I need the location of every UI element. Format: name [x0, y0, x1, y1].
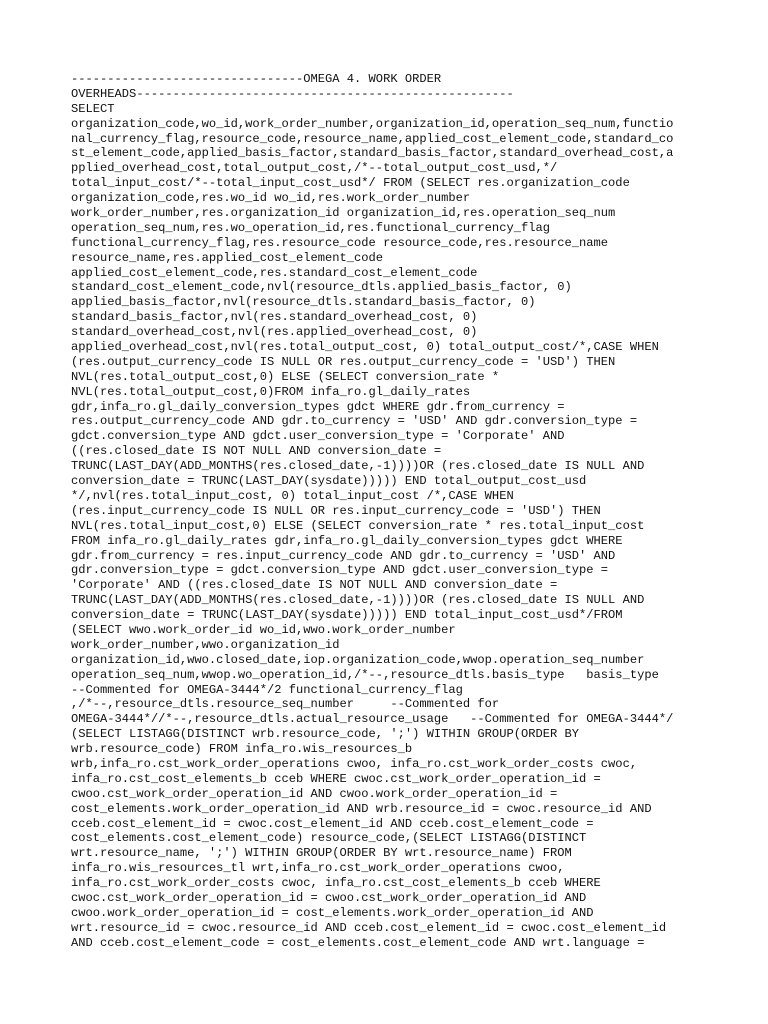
sql-text-line: wrt.resource_name, ';') WITHIN GROUP(ORDER BY wrt.resource_name) FROM	[71, 846, 572, 861]
sql-text-line: nal_currency_flag,resource_code,resource_name,applied_cost_element_code,standard_co	[71, 131, 674, 146]
sql-text-line: infa_ro.cst_work_order_costs cwoc, infa_ro.cst_cost_elements_b cceb WHERE	[71, 876, 601, 891]
sql-text-line: OMEGA-3444*//*--,resource_dtls.actual_resource_usage --Commented for OMEGA-3444*/	[71, 712, 674, 727]
sql-text-line: total_input_cost/*--total_input_cost_usd*/ FROM (SELECT res.organization_code	[71, 176, 630, 191]
sql-text-line: wrb,infa_ro.cst_work_order_operations cwoo, infa_ro.cst_work_order_costs cwoc,	[71, 756, 638, 771]
sql-text-line: cwoc.cst_work_order_operation_id = cwoo.cst_work_order_operation_id AND	[71, 890, 587, 905]
sql-document-body	[71, 72, 711, 951]
sql-text-line: gdct.conversion_type AND gdct.user_conversion_type = 'Corporate' AND	[71, 429, 565, 444]
sql-text-line: cost_elements.cost_element_code) resource_code,(SELECT LISTAGG(DISTINCT	[71, 831, 587, 846]
sql-text-line: TRUNC(LAST_DAY(ADD_MONTHS(res.closed_date,-1))))OR (res.closed_date IS NULL AND	[71, 459, 645, 474]
sql-text-line: res.output_currency_code AND gdr.to_currency = 'USD' AND gdr.conversion_type =	[71, 414, 638, 429]
sql-text-line: operation_seq_num,res.wo_operation_id,res.functional_currency_flag	[71, 220, 550, 235]
sql-text-line: pplied_overhead_cost,total_output_cost,/*--total_output_cost_usd,*/	[71, 161, 558, 176]
sql-text-line: NVL(res.total_output_cost,0)FROM infa_ro.gl_daily_rates	[71, 384, 471, 399]
sql-text-line: */,nvl(res.total_input_cost, 0) total_input_cost /*,CASE WHEN	[71, 488, 514, 503]
sql-text-line: operation_seq_num,wwop.wo_operation_id,/*--,resource_dtls.basis_type basis_type	[71, 667, 659, 682]
sql-text-line: ,/*--,resource_dtls.resource_seq_number --Commented for	[71, 697, 500, 712]
sql-text-line: conversion_date = TRUNC(LAST_DAY(sysdate))))) END total_input_cost_usd*/FROM	[71, 608, 623, 623]
sql-text-line: cwoo.cst_work_order_operation_id AND cwoo.work_order_operation_id =	[71, 786, 558, 801]
sql-text-line: (SELECT LISTAGG(DISTINCT wrb.resource_code, ';') WITHIN GROUP(ORDER BY	[71, 727, 580, 742]
sql-text-line: applied_cost_element_code,res.standard_cost_element_code	[71, 265, 478, 280]
sql-text-line: SELECT	[71, 101, 115, 116]
sql-text-line: wrt.resource_id = cwoc.resource_id AND cceb.cost_element_id = cwoc.cost_element_id	[71, 920, 667, 935]
sql-text-line: organization_code,wo_id,work_order_number,organization_id,operation_seq_num,functio	[71, 116, 674, 131]
sql-text-line: cost_elements.work_order_operation_id AND wrb.resource_id = cwoc.resource_id AND	[71, 801, 652, 816]
sql-text-line: infa_ro.wis_resources_tl wrt,infa_ro.cst_work_order_operations cwoo,	[71, 861, 565, 876]
sql-text-line: cceb.cost_element_id = cwoc.cost_element_id AND cceb.cost_element_code =	[71, 816, 594, 831]
sql-text-line: (res.input_currency_code IS NULL OR res.input_currency_code = 'USD') THEN	[71, 503, 601, 518]
sql-text-line: standard_basis_factor,nvl(res.standard_overhead_cost, 0)	[71, 310, 478, 325]
sql-text-line: standard_cost_element_code,nvl(resource_dtls.applied_basis_factor, 0)	[71, 280, 572, 295]
sql-text-line: gdr,infa_ro.gl_daily_conversion_types gdct WHERE gdr.from_currency =	[71, 399, 565, 414]
sql-text-line: gdr.conversion_type = gdct.conversion_type AND gdct.user_conversion_type =	[71, 563, 609, 578]
sql-text-line: NVL(res.total_input_cost,0) ELSE (SELECT conversion_rate * res.total_input_cost	[71, 518, 645, 533]
sql-text-line: 'Corporate' AND ((res.closed_date IS NOT NULL AND conversion_date =	[71, 578, 558, 593]
sql-text-line: applied_overhead_cost,nvl(res.total_output_cost, 0) total_output_cost/*,CASE WHEN	[71, 340, 659, 355]
sql-text-line: cwoo.work_order_operation_id = cost_elements.work_order_operation_id AND	[71, 905, 594, 920]
sql-text-line: --Commented for OMEGA-3444*/2 functional_currency_flag	[71, 682, 463, 697]
sql-text-line: work_order_number,wwo.organization_id	[71, 637, 340, 652]
sql-text-line: work_order_number,res.organization_id organization_id,res.operation_seq_num	[71, 206, 616, 221]
sql-text-line: NVL(res.total_output_cost,0) ELSE (SELECT conversion_rate *	[71, 369, 500, 384]
sql-text-line: FROM infa_ro.gl_daily_rates gdr,infa_ro.gl_daily_conversion_types gdct WHERE	[71, 533, 623, 548]
sql-text-line: AND cceb.cost_element_code = cost_elements.cost_element_code AND wrt.language =	[71, 935, 645, 950]
sql-text-line: --------------------------------OMEGA 4. WORK ORDER	[71, 72, 442, 86]
sql-text-line: resource_name,res.applied_cost_element_code	[71, 250, 384, 265]
sql-text-line: TRUNC(LAST_DAY(ADD_MONTHS(res.closed_date,-1))))OR (res.closed_date IS NULL AND	[71, 593, 645, 608]
sql-text-line: gdr.from_currency = res.input_currency_code AND gdr.to_currency = 'USD' AND	[71, 548, 616, 563]
sql-text-line: organization_id,wwo.closed_date,iop.organization_code,wwop.operation_seq_number	[71, 652, 645, 667]
sql-text-line: ((res.closed_date IS NOT NULL AND conversion_date =	[71, 444, 442, 459]
sql-text-line: infa_ro.cst_cost_elements_b cceb WHERE cwoc.cst_work_order_operation_id =	[71, 771, 601, 786]
sql-text-line: standard_overhead_cost,nvl(res.applied_overhead_cost, 0)	[71, 325, 478, 340]
sql-text-line: wrb.resource_code) FROM infa_ro.wis_resources_b	[71, 742, 413, 757]
sql-text-line: (res.output_currency_code IS NULL OR res.output_currency_code = 'USD') THEN	[71, 354, 616, 369]
sql-text-line: applied_basis_factor,nvl(resource_dtls.standard_basis_factor, 0)	[71, 295, 536, 310]
sql-text-line: (SELECT wwo.work_order_id wo_id,wwo.work_order_number	[71, 622, 456, 637]
sql-text-line: st_element_code,applied_basis_factor,standard_basis_factor,standard_overhead_cost,a	[71, 146, 674, 161]
sql-text-line: conversion_date = TRUNC(LAST_DAY(sysdate))))) END total_output_cost_usd	[71, 474, 587, 489]
sql-text-line: OVERHEADS----------------------------------------------------	[71, 86, 514, 101]
sql-text-line: organization_code,res.wo_id wo_id,res.work_order_number	[71, 191, 471, 206]
sql-text-line: functional_currency_flag,res.resource_code resource_code,res.resource_name	[71, 235, 609, 250]
